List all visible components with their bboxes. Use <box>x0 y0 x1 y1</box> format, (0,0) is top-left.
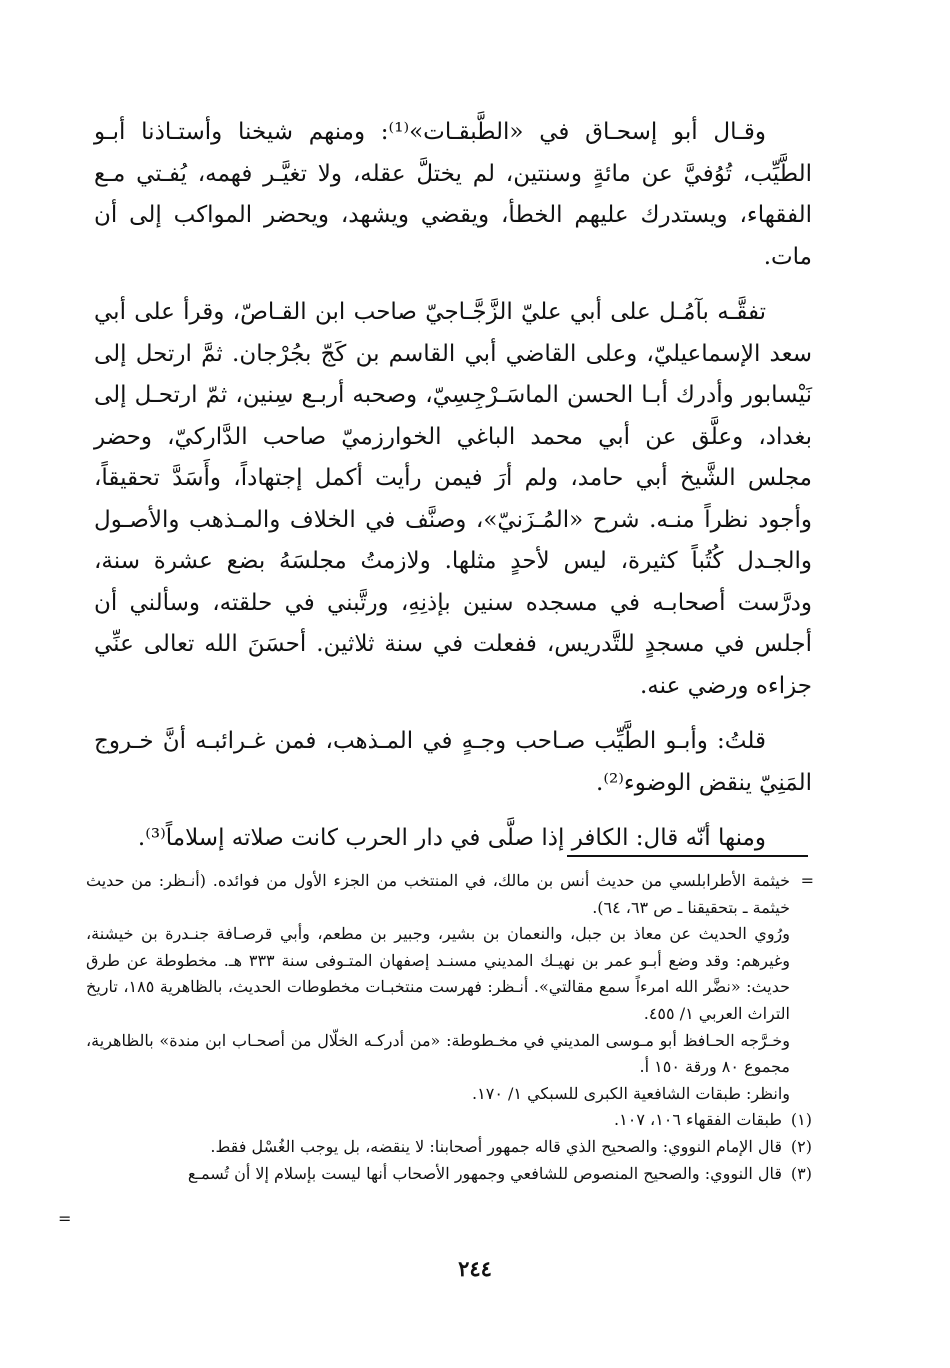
footnote-1 <box>86 1107 812 1134</box>
footnote-text: قال الإمام النووي: والصحيح الذي قاله جمهور أصحابنا: لا ينقضه، بل يوجب الغُسْل فقط. <box>210 1136 782 1156</box>
main-text <box>94 112 812 874</box>
paragraph-3: قلتُ: وأبـو الطَّيِّب صـاحب وجـهٍ في المـذهب، فمن غـرائبـه أنَّ خـروج المَنِيّ ينقض الوضوء⁽²⁾. <box>94 728 812 796</box>
footnote-2 <box>86 1134 812 1161</box>
paragraph-4: ومنها أنّه قال: الكافر إذا صلَّى في دار الحرب كانت صلاته إسلاماً⁽³⁾. <box>137 825 766 851</box>
paragraph-2: تفقَّـه بآمُـل على أبي عليّ الزَّجَّـاجيّ صاحب ابن القـاصّ، وقرأ على أبي سعد الإسماعيليّ، وعلى القاضي أبي القاسم بن كَجّ بجُرْجان. ثمَّ ارتحل إلى نَيْسابور وأدرك أبـا الحسن الماسَـرْجِسِيّ، وصحبه أربـع سِنين، ثمّ ارتحـل إلى بغداد، وعلَّق عن أبي محمد الباغي الخوارزميّ صاحب الدَّاركيّ، وحضر مجلس الشَّيخ أبي حامد، ولم أرَ فيمن رأيت أكمل إجتهاداً، وأَسَدَّ تحقيقاً، وأجود نظراً منـه. شرح «المُـزَنيّ»، وصنَّف في الخلاف والمـذهب والأصـول والجـدل كُتُباً كثيرة، ليس لأحدٍ مثلها. ولازمتُ مجلسَهُ بضع عشرة سنة، ودرَّست أصحابـه في مسجده سنين بإذنِهِ، ورتَّبني في حلقته، وسألني أن أجلس في مسجدٍ للتَّدريس، ففعلت في سنة ثلاثين. أحسَنَ الله تعالى عنِّي جزاءه ورضي عنه. <box>94 299 812 699</box>
footnote-continuation <box>86 868 812 1107</box>
continuation-marker-end: = <box>58 1209 72 1228</box>
footnotes <box>86 868 812 1187</box>
footnote-text: قال النووي: والصحيح المنصوص للشافعي وجمهور الأصحاب أنها ليست بإسلام إلا أن تُسمـع <box>187 1163 782 1183</box>
footnote-text: طبقات الفقهاء ١٠٦، ١٠٧. <box>614 1110 782 1130</box>
continuation-marker-start: = <box>800 871 814 890</box>
footnote-continued-paragraph: خيثمة الأطرابلسي من حديث أنس بن مالك، في المنتخب من الجزء الأول من فوائده. (أنـظر: من حديث خيثمة ـ بتحقيقنا ـ ص ٦٣، ٦٤). <box>86 871 790 917</box>
footnote-number: (٢) <box>790 1136 812 1156</box>
footnote-separator <box>567 855 808 857</box>
footnote-number: (١) <box>790 1110 812 1130</box>
footnote-3 <box>86 1161 812 1188</box>
paragraph-1: وقـال أبو إسحـاق في «الطَّبقـات»⁽¹⁾: ومنهم شيخنا وأستـاذنا أبـو الطَّيِّب، تُوُفيَّ عن مائةٍ وسنتين، لم يختلَّ عقله، ولا تغيَّـر فهمه، يُفـتي مـع الفقهاء، ويستدرك عليهم الخطأ، ويقضي ويشهد، ويحضر المواكب إلى أن مات. <box>94 119 812 270</box>
footnote-continued-paragraph: وخـرَّجه الحـافظ أبو مـوسى المديني في مخـطوطة: «من أدركـه الخلّال من أصحـاب ابن مندة» بالظاهرية، مجموع ٨٠ ورقة ١٥٠ أ. <box>86 1030 790 1077</box>
page-number: ٢٤٤ <box>458 1256 492 1281</box>
footnote-continued-paragraph: وانظر: طبقات الشافعية الكبرى للسبكي ١/ ١٧٠. <box>472 1083 790 1103</box>
footnote-continued-paragraph: ورُوي الحديث عن معاذ بن جبل، والنعمان بن بشير، وجبير بن مطعم، وأبي قرصـافة جنـدرة بن خيشنة، وغيرهم: وقد وضع أبـو عمر بن نهيـك المديني مسنـد إصفهان المتـوفى سنة ٣٣٣ هـ. مخطوطة عن طرق حديث: «نضَّر الله امرءاً سمع مقالتي». أنـظر: فهرست منتخبـات مخطوطات الحديث، بالظاهرية ١٨٥، تاريخ التراث العربي ١/ ٤٥٥. <box>86 924 790 1023</box>
footnote-number: (٣) <box>790 1163 812 1183</box>
